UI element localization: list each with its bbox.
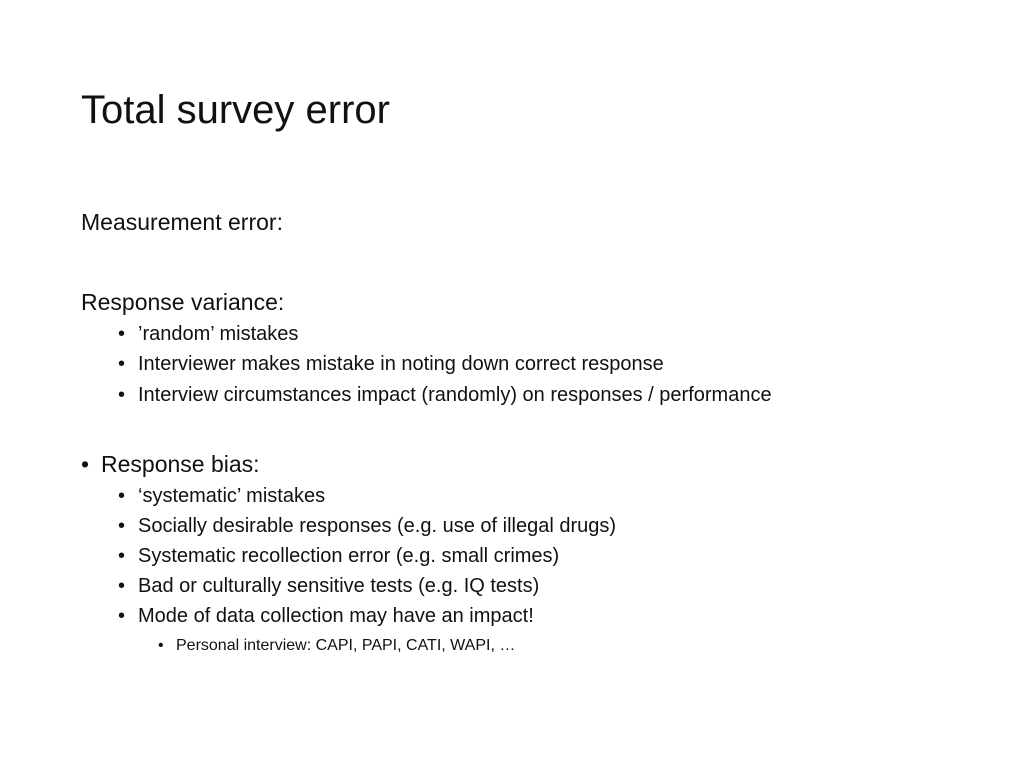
list-item (118, 514, 616, 538)
list-item-text: Interviewer makes mistake in noting down correct response (138, 353, 664, 375)
list-item (118, 544, 559, 568)
list-item-text: Systematic recollection error (e.g. small crimes) (138, 545, 560, 567)
bullet-icon: • (118, 353, 126, 375)
list-item-text: Socially desirable responses (e.g. use of illegal drugs) (138, 515, 617, 537)
sub-list-item (158, 636, 515, 656)
list-item-text: Mode of data collection may have an impact! (138, 605, 534, 627)
list-item-text: ’random’ mistakes (138, 323, 299, 345)
list-item (118, 352, 664, 376)
list-item (118, 322, 298, 346)
list-item-text: Bad or culturally sensitive tests (e.g. IQ tests) (138, 575, 540, 597)
response-bias-heading (81, 450, 260, 478)
bullet-icon: • (118, 384, 126, 406)
bullet-icon: • (118, 545, 126, 567)
list-item (118, 484, 325, 508)
measurement-error-heading: Measurement error: (81, 209, 283, 235)
list-item-text: ‘systematic’ mistakes (138, 485, 326, 507)
list-item (118, 574, 539, 598)
bullet-icon: • (158, 637, 164, 654)
slide-title: Total survey error (81, 88, 390, 132)
bullet-icon: • (81, 451, 90, 477)
list-item (118, 604, 534, 628)
bullet-icon: • (118, 575, 126, 597)
bullet-icon: • (118, 323, 126, 345)
list-item (118, 383, 772, 407)
response-bias-heading-text: Response bias: (101, 451, 260, 477)
bullet-icon: • (118, 485, 126, 507)
list-item-text: Interview circumstances impact (randomly) on responses / performance (138, 384, 772, 406)
sub-list-item-text: Personal interview: CAPI, PAPI, CATI, WAPI, … (176, 637, 516, 654)
bullet-icon: • (118, 515, 126, 537)
bullet-icon: • (118, 605, 126, 627)
response-variance-heading: Response variance: (81, 289, 285, 315)
